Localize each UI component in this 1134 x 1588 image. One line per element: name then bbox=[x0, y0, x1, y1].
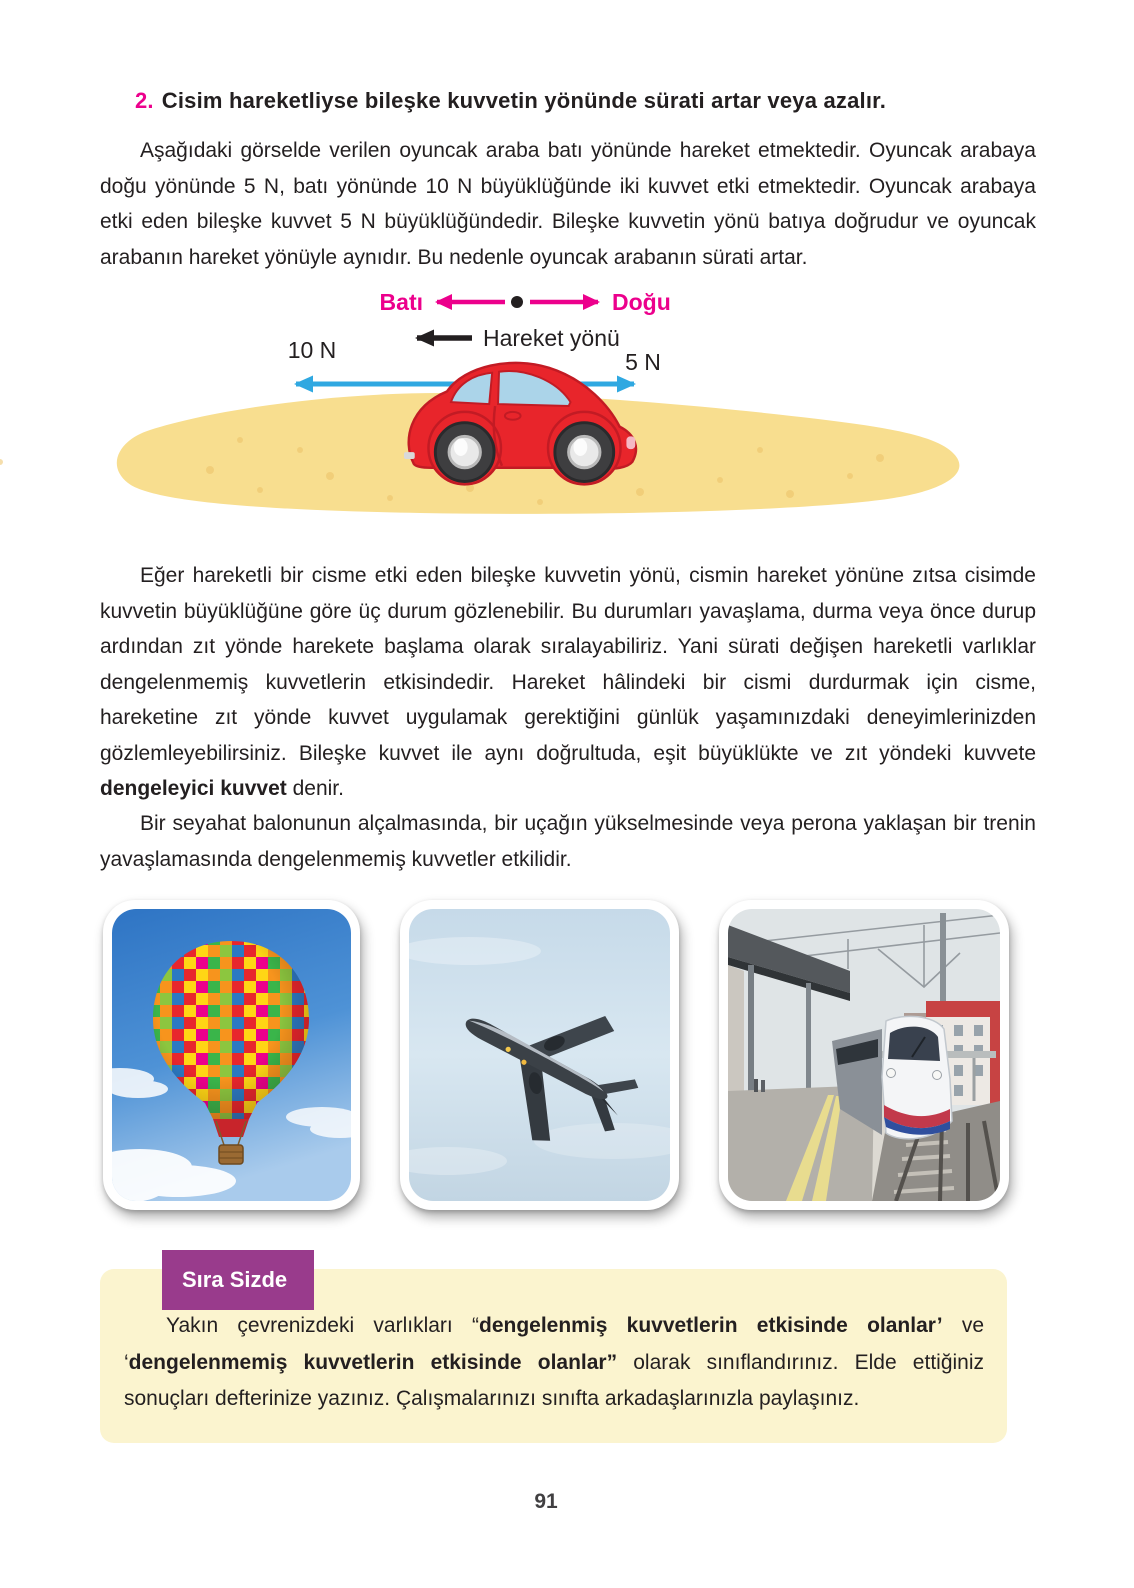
airplane-photo bbox=[400, 900, 679, 1210]
force-west-label: 10 N bbox=[287, 337, 337, 363]
balanced-forces-term: dengelenmiş kuvvetlerin etkisinde olanlar’ bbox=[479, 1314, 943, 1337]
front-bumper bbox=[404, 452, 415, 459]
rear-wheel bbox=[555, 423, 614, 482]
west-label: Batı bbox=[379, 289, 423, 315]
movement-label: Hareket yönü bbox=[483, 325, 620, 351]
movement-direction bbox=[417, 325, 620, 351]
east-label: Doğu bbox=[612, 289, 671, 315]
paragraph-examples: Bir seyahat balonunun alçalmasında, bir uçağın yükselmesinde veya perona yaklaşan bir trenin yavaşlamasında dengelenmemiş kuvvetler etkilidir. bbox=[100, 812, 1036, 871]
toy-car bbox=[404, 363, 636, 485]
compass-rose bbox=[380, 289, 671, 315]
front-wheel bbox=[435, 423, 494, 482]
train-photo bbox=[719, 900, 1009, 1210]
balancing-force-term: dengeleyici kuvvet bbox=[100, 777, 287, 800]
activity-text-mid: ve ‘ bbox=[124, 1314, 985, 1374]
explanation-text-end: denir. bbox=[286, 777, 344, 800]
section-heading bbox=[135, 88, 1054, 114]
sira-sizde-tab-label: Sıra Sizde bbox=[182, 1267, 288, 1292]
explanation-text: Eğer hareketli bir cisme etki eden bileşke kuvvetin yönü, cismin hareket yönüne zıtsa cisimde kuvvetin büyüklüğüne göre üç durum gözlenebilir. Bu durumları yavaşlama, durma veya önce durup ardından zıt yönde harekete başlama olarak sıralayabiliriz. Yani sürati değişen hareketli varlıklar dengelenmemiş kuvvetlerin etkisindedir. Hareket hâlindeki bir cismi durdurmak için cisme, hareketine zıt yönde kuvvet uygulamak gerektiğini günlük yaşamınızdaki deneyimlerinizden gözlemleyebilirsiniz. Bileşke kuvvet ile aynı doğrultuda, eşit büyüklükte ve zıt yöndeki kuvvete bbox=[100, 564, 1036, 765]
toy-car-force-diagram bbox=[0, 280, 1134, 540]
taillight bbox=[626, 436, 635, 449]
activity-text-start: Yakın çevrenizdeki varlıkları “ bbox=[166, 1314, 479, 1337]
sira-sizde-tab bbox=[162, 1250, 314, 1310]
photo-row bbox=[0, 900, 1134, 1220]
page-number: 91 bbox=[534, 1490, 558, 1513]
section-number: 2. bbox=[135, 88, 154, 113]
activity-text-end: olarak sınıflandırınız. Elde ettiğiniz sonuçları defterinize yazınız. Çalışmalarınızı sınıfta arkadaşlarınızla paylaşınız. bbox=[124, 1350, 985, 1410]
paragraph-intro: Aşağıdaki görselde verilen oyuncak araba batı yönünde hareket etmektedir. Oyuncak arabaya doğu yönünde 5 N, batı yönünde 10 N büyüklüğünde iki kuvvet etki etmektedir. Oyuncak arabaya etki eden bileşke kuvvet 5 N büyüklüğündedir. Bileşke kuvvetin yönü batıya doğrudur ve oyuncak arabanın hareket yönüyle aynıdır. Bu nedenle oyuncak arabanın sürati artar. bbox=[100, 139, 1036, 269]
compass-center-dot bbox=[511, 296, 523, 308]
hot-air-balloon-photo bbox=[103, 900, 360, 1210]
paragraph-explanation bbox=[100, 558, 1036, 807]
force-east-label: 5 N bbox=[625, 349, 661, 375]
sira-sizde-text bbox=[124, 1308, 984, 1418]
unbalanced-forces-term: dengelenmemiş kuvvetlerin etkisinde olanlar” bbox=[128, 1350, 618, 1374]
section-title: Cisim hareketliyse bileşke kuvvetin yönünde sürati artar veya azalır. bbox=[161, 88, 887, 113]
